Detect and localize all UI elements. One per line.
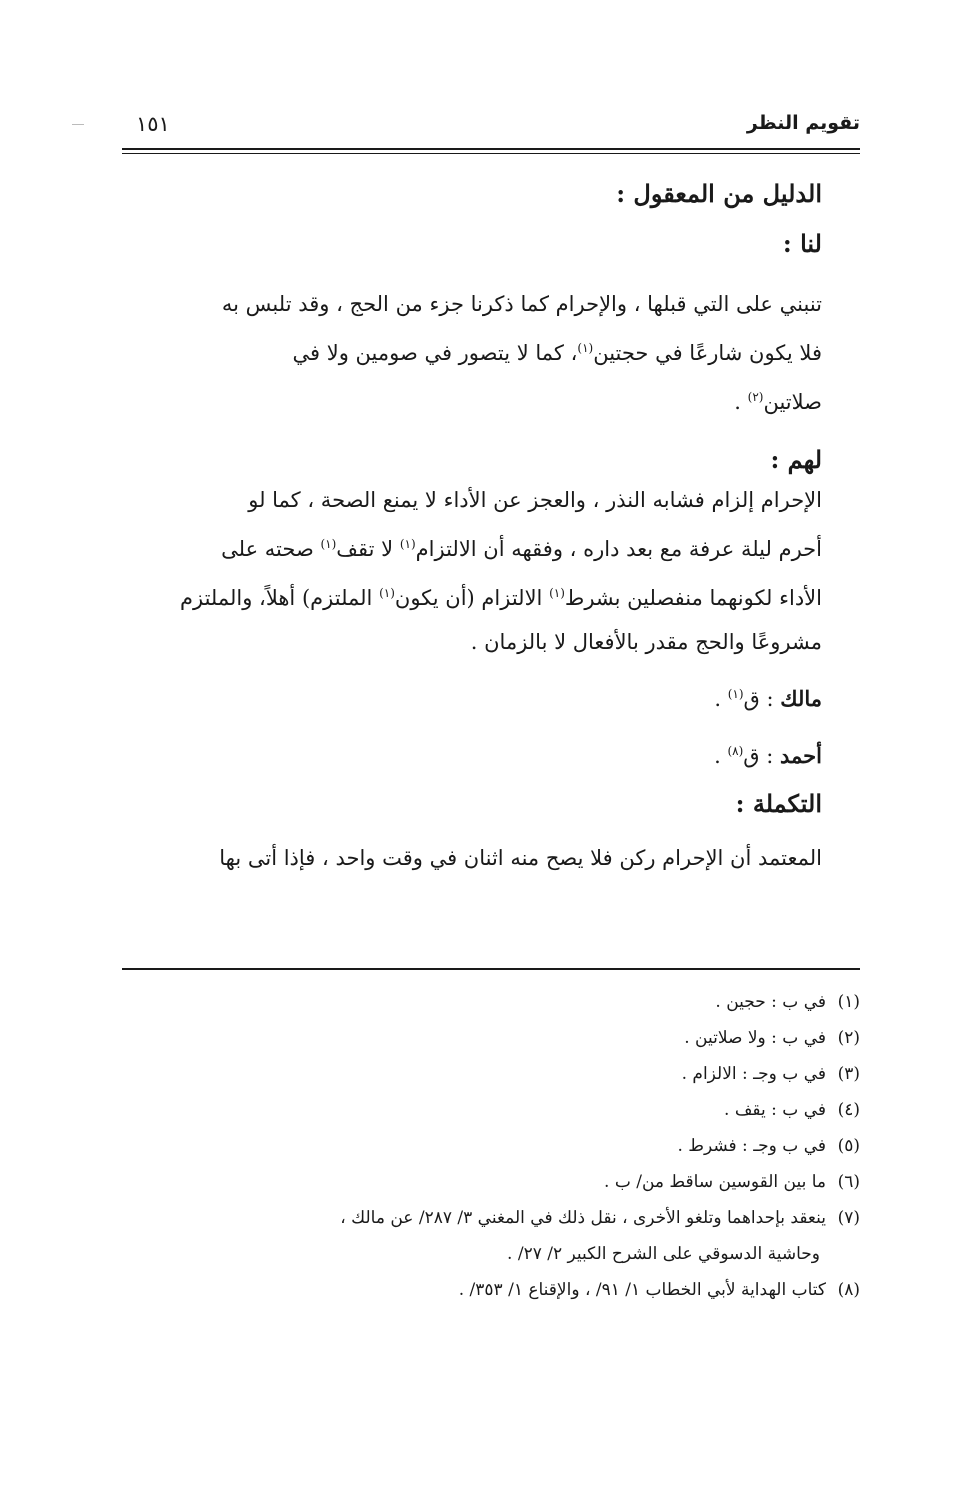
footnote-ref: (٢)	[747, 390, 764, 404]
footnote-item	[122, 1092, 860, 1128]
footnote-item	[122, 1164, 860, 1200]
ahmad-label: أحمد	[780, 743, 822, 768]
running-header	[122, 112, 860, 146]
footnote-ref: (١)	[577, 341, 594, 355]
footnote-continuation: وحاشية الدسوقي على الشرح الكبير ٢/ ٢٧/ .	[507, 1244, 820, 1264]
main-text	[122, 176, 822, 880]
footnote-number: (١)	[837, 992, 860, 1012]
heading-supplement: التكملة :	[735, 789, 822, 818]
para1-line1: تنبني على التي قبلها ، والإحرام كما ذكرنا جزء من الحج ، وقد تلبس به	[221, 292, 822, 316]
footnote-text: في ب وجـ : فشرط .	[677, 1136, 826, 1156]
footnote-text: في ب وجـ : الالزام .	[681, 1064, 826, 1084]
header-rule-thick	[122, 148, 860, 150]
margin-mark	[72, 124, 84, 125]
footnote-number: (٤)	[837, 1100, 860, 1120]
text-run: صلاتين	[763, 390, 822, 414]
para2-line2	[122, 522, 822, 571]
text-run: ، كما لا يتصور في صومين ولا في	[292, 341, 578, 365]
text-run: الملتزم) أهلاً، والملتزم	[179, 586, 380, 610]
footnote-text: في ب : يقف .	[724, 1100, 826, 1120]
header-rule-thin	[122, 153, 860, 154]
text-run: : ق	[743, 744, 781, 768]
text-run: لا تقف	[336, 537, 400, 561]
para2-line3	[122, 571, 822, 620]
malik-line	[122, 672, 822, 721]
text-run: أحرم ليلة عرفة مع بعد داره ، وفقهه أن الالتزام	[415, 537, 822, 561]
text-run: .	[714, 744, 728, 768]
heading-rational-evidence: الدليل من المعقول :	[616, 179, 822, 208]
text-run: الأداء لكونهما منفصلين بشرط	[564, 586, 822, 610]
footnote-item	[122, 1128, 860, 1164]
text-run: : ق	[743, 687, 781, 711]
text-run: صحته على	[221, 537, 321, 561]
footnote-number: (٨)	[837, 1280, 860, 1300]
footnote-number: (٥)	[837, 1136, 860, 1156]
footnote-ref: (١)	[379, 586, 395, 600]
footnote-rule	[122, 968, 860, 970]
para1-line2	[122, 326, 822, 375]
para2-line4: مشروعًا والحج مقدر بالأفعال لا بالزمان .	[470, 630, 822, 654]
para1-line3	[122, 375, 822, 424]
malik-label: مالك	[780, 686, 822, 711]
footnote-item	[122, 1020, 860, 1056]
text-run: فلا يكون شارعًا في حجتين	[593, 341, 822, 365]
text-run: .	[714, 687, 728, 711]
footnote-text: في ب : ولا صلاتين .	[684, 1028, 826, 1048]
text-run: .	[734, 390, 748, 414]
footnote-ref: (١)	[727, 687, 744, 701]
footnote-text: في ب : حجين .	[715, 992, 826, 1012]
heading-for-them: لهم :	[770, 445, 822, 474]
footnote-number: (٢)	[837, 1028, 860, 1048]
footnote-item	[122, 1056, 860, 1092]
footnote-text: ينعقد بإحداهما وتلغو الأخرى ، نقل ذلك في المغني ٣/ ٢٨٧/ عن مالك ،	[340, 1208, 826, 1228]
page-number: ١٥١	[136, 112, 170, 136]
footnote-ref: (٨)	[727, 744, 744, 758]
paragraph-3: المعتمد أن الإحرام ركن فلا يصح منه اثنان في وقت واحد ، فإذا أتى بها	[219, 846, 822, 870]
ahmad-line	[122, 729, 822, 778]
footnote-number: (٧)	[837, 1208, 860, 1228]
footnote-ref: (١)	[399, 537, 416, 551]
footnote-number: (٦)	[837, 1172, 860, 1192]
text-run: الالتزام (أن يكون	[394, 586, 550, 610]
footnote-text: ما بين القوسين ساقط من/ ب .	[604, 1172, 826, 1192]
footnote-item	[122, 1200, 860, 1236]
footnote-ref: (١)	[549, 586, 565, 600]
footnote-ref: (١)	[320, 537, 337, 551]
footnote-item	[122, 1272, 860, 1308]
para2-line1: الإحرام إلزام فشابه النذر ، والعجز عن الأداء لا يمنع الصحة ، كما لو	[248, 488, 822, 512]
paragraph-2	[122, 478, 822, 664]
footnote-item	[122, 984, 860, 1020]
running-title: تقويم النظر	[746, 112, 860, 134]
footnotes	[122, 984, 860, 1308]
paragraph-1	[122, 282, 822, 424]
footnote-number: (٣)	[837, 1064, 860, 1084]
heading-for-us: لنا :	[782, 229, 822, 258]
footnote-text: كتاب الهداية لأبي الخطاب ١/ ٩١/ ، والإقناع ١/ ٣٥٣/ .	[458, 1280, 826, 1300]
